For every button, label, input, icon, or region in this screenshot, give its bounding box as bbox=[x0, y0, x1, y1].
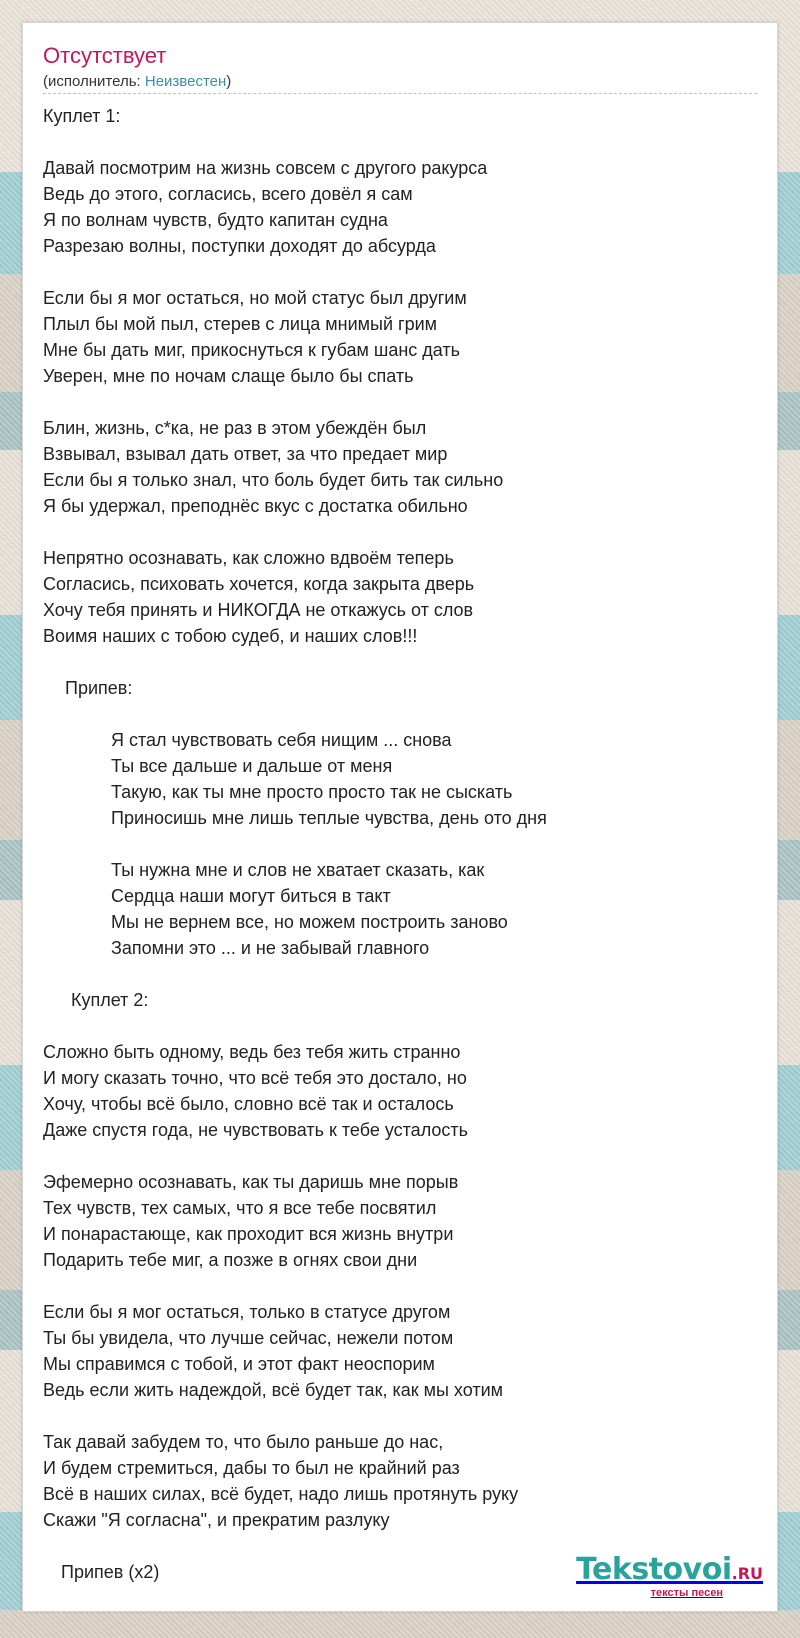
lyric-line: Взвывал, взывал дать ответ, за что предает мир bbox=[43, 444, 448, 464]
lyric-blank-line bbox=[43, 519, 759, 545]
artist-prefix: (исполнитель: bbox=[43, 73, 145, 90]
lyric-line: Куплет 1: bbox=[43, 106, 121, 126]
lyric-blank-line bbox=[43, 1273, 759, 1299]
lyric-line: Воимя наших с тобою судеб, и наших слов!!! bbox=[43, 626, 418, 646]
artist-link[interactable]: Неизвестен bbox=[144, 73, 227, 90]
lyric-line: Запомни это ... и не забывай главного bbox=[111, 938, 430, 958]
lyrics-body bbox=[43, 103, 759, 1585]
artist-suffix: ) bbox=[226, 73, 232, 90]
lyric-line: Хочу тебя принять и НИКОГДА не откажусь от слов bbox=[43, 600, 474, 620]
lyric-line: Мы справимся с тобой, и этот факт неоспорим bbox=[43, 1354, 435, 1374]
lyric-line: Я бы удержал, преподнёс вкус с достатка обильно bbox=[43, 496, 468, 516]
lyric-line: Куплет 2: bbox=[71, 990, 149, 1010]
lyric-line: Припев (x2) bbox=[61, 1562, 160, 1582]
logo-tagline: тексты песен bbox=[650, 1587, 723, 1599]
song-title: Отсутствует bbox=[43, 43, 167, 68]
lyric-blank-line bbox=[43, 1013, 759, 1039]
lyric-line: Я по волнам чувств, будто капитан судна bbox=[43, 210, 388, 230]
lyric-line: Сердца наши могут биться в такт bbox=[111, 886, 391, 906]
lyric-line: Так давай забудем то, что было раньше до нас, bbox=[43, 1432, 444, 1452]
lyric-blank-line bbox=[43, 961, 759, 987]
title-divider bbox=[43, 93, 757, 94]
lyric-line: Хочу, чтобы всё было, словно всё так и осталось bbox=[43, 1094, 454, 1114]
lyric-line: Даже спустя года, не чувствовать к тебе усталость bbox=[43, 1120, 469, 1140]
artist-line bbox=[43, 73, 231, 90]
lyric-line: Плыл бы мой пыл, стерев с лица мнимый грим bbox=[43, 314, 438, 334]
lyric-line: Припев: bbox=[65, 678, 133, 698]
lyric-line: Сложно быть одному, ведь без тебя жить странно bbox=[43, 1042, 461, 1062]
logo-wordmark bbox=[576, 1552, 763, 1589]
lyric-line: Ты все дальше и дальше от меня bbox=[111, 756, 393, 776]
lyric-line: Блин, жизнь, с*ка, не раз в этом убеждён был bbox=[43, 418, 427, 438]
logo-name: Tekstovoi bbox=[576, 1552, 732, 1587]
lyric-line: Подарить тебе миг, а позже в огнях свои дни bbox=[43, 1250, 418, 1270]
lyric-line: Ты бы увидела, что лучше сейчас, нежели потом bbox=[43, 1328, 454, 1348]
lyric-line: Давай посмотрим на жизнь совсем с другого ракурса bbox=[43, 158, 488, 178]
lyric-line: Если бы я мог остаться, только в статусе другом bbox=[43, 1302, 451, 1322]
lyric-line: И понарастающе, как проходит вся жизнь внутри bbox=[43, 1224, 454, 1244]
site-logo[interactable] bbox=[576, 1552, 763, 1599]
lyric-line: Ведь если жить надеждой, всё будет так, как мы хотим bbox=[43, 1380, 504, 1400]
lyric-blank-line bbox=[43, 701, 759, 727]
lyric-line: Ведь до этого, согласись, всего довёл я сам bbox=[43, 184, 413, 204]
lyric-line: Эфемерно осознавать, как ты даришь мне порыв bbox=[43, 1172, 459, 1192]
lyric-line: Приносишь мне лишь теплые чувства, день ото дня bbox=[111, 808, 547, 828]
lyric-line: И могу сказать точно, что всё тебя это достало, но bbox=[43, 1068, 467, 1088]
lyric-line: Мне бы дать миг, прикоснуться к губам шанс дать bbox=[43, 340, 461, 360]
lyric-line: Такую, как ты мне просто просто так не сыскать bbox=[111, 782, 513, 802]
lyric-line: Если бы я мог остаться, но мой статус был другим bbox=[43, 288, 467, 308]
lyric-line: Тех чувств, тех самых, что я все тебе посвятил bbox=[43, 1198, 437, 1218]
lyric-line: Всё в наших силах, всё будет, надо лишь протянуть руку bbox=[43, 1484, 519, 1504]
lyric-blank-line bbox=[43, 1403, 759, 1429]
lyric-blank-line bbox=[43, 259, 759, 285]
lyric-line: Разрезаю волны, поступки доходят до абсурда bbox=[43, 236, 436, 256]
lyric-line: Если бы я только знал, что боль будет бить так сильно bbox=[43, 470, 504, 490]
lyric-blank-line bbox=[43, 831, 759, 857]
lyric-blank-line bbox=[43, 389, 759, 415]
lyric-line: И будем стремиться, дабы то был не крайний раз bbox=[43, 1458, 460, 1478]
logo-tld: .RU bbox=[731, 1564, 763, 1583]
lyric-blank-line bbox=[43, 649, 759, 675]
lyric-line: Скажи "Я согласна", и прекратим разлуку bbox=[43, 1510, 390, 1530]
lyric-line: Я стал чувствовать себя нищим ... снова bbox=[111, 730, 452, 750]
lyric-line: Ты нужна мне и слов не хватает сказать, как bbox=[111, 860, 485, 880]
lyric-line: Мы не вернем все, но можем построить заново bbox=[111, 912, 508, 932]
lyric-blank-line bbox=[43, 129, 759, 155]
lyric-line: Уверен, мне по ночам слаще было бы спать bbox=[43, 366, 414, 386]
lyric-line: Непрятно осознавать, как сложно вдвоём теперь bbox=[43, 548, 454, 568]
lyrics-card bbox=[22, 22, 778, 1612]
lyric-blank-line bbox=[43, 1143, 759, 1169]
lyric-line: Согласись, психовать хочется, когда закрыта дверь bbox=[43, 574, 475, 594]
